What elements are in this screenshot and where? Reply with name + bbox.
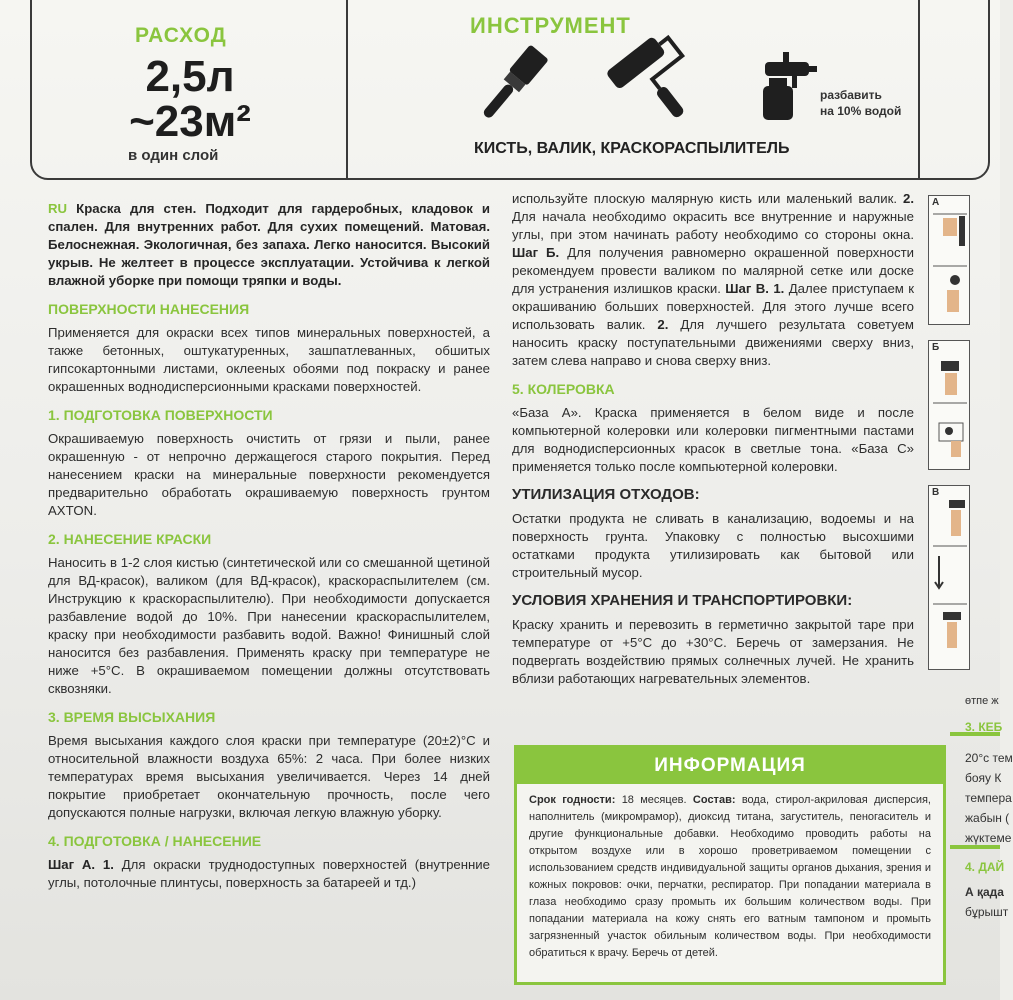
- step-a-paragraph: [48, 856, 490, 892]
- adjacent-heading-2: 4. ДАЙ: [965, 860, 1005, 874]
- composition-text: вода, стирол-акриловая дисперсия, наполнитель (микромрамор), диоксид титана, загуститель, пеногаситель и другие функциональные добавки.: [529, 794, 931, 840]
- step-panel-b-letter: Б: [932, 342, 940, 353]
- info-box: [514, 745, 946, 985]
- step-v-label: Шаг В. 1.: [725, 281, 785, 296]
- roller-icon: [598, 40, 708, 130]
- step-panel-a: [928, 195, 970, 325]
- step-v2-label: 2.: [657, 317, 669, 332]
- tools-heading: ИНСТРУМЕНТ: [470, 13, 631, 38]
- header-divider-left: [346, 0, 348, 180]
- surfaces-text: Применяется для окраски всех типов минеральных поверхностей, а также бетонных, оштукатуренных, зашпатлеванных, обшитых гипсокартонными листами, оклееных обоями под покраску и ранее окрашенных воднодисперсионными красками поверхностей.: [48, 325, 490, 394]
- header-divider-right: [918, 0, 920, 180]
- intro-text: Краска для стен. Подходит для гардеробных, кладовок и спален. Для внутренних работ. Для сухих помещений. Матовая. Белоснежная. Экологичная, без запаха. Легко наносится. Высокий укрыв. Не желтеет в процессе эксплуатации. Устойчива к легкой влажной уборке при помощи тряпки и воды.: [48, 201, 490, 288]
- tools-list: КИСТЬ, ВАЛИК, КРАСКОРАСПЫЛИТЕЛЬ: [474, 140, 790, 157]
- shelf-life-value: 18 месяцев.: [621, 794, 687, 806]
- step-panel-v: [928, 485, 970, 670]
- tinting-heading: 5. КОЛЕРОВКА: [512, 381, 615, 397]
- step4-heading: 4. ПОДГОТОВКА / НАНЕСЕНИЕ: [48, 833, 262, 849]
- volume-value: 2,5л: [145, 52, 235, 101]
- step-panel-a-letter: А: [932, 197, 940, 208]
- drying-text: Время высыхания каждого слоя краски при температуре (20±2)°С и относительной влажности воздуха 65%: 2 часа. При более низких температурах время высыхания увеличивается. Через 14 дней покрытие приобретает окончательную прочность, после чего допускаются полные нагрузки, включая легкую влажную уборку.: [48, 733, 490, 820]
- surfaces-heading: ПОВЕРХНОСТИ НАНЕСЕНИЯ: [48, 301, 250, 317]
- roller-tray-illustration: [929, 341, 969, 469]
- adjacent-line-8: бұрышт: [965, 905, 1009, 919]
- drying-heading: 3. ВРЕМЯ ВЫСЫХАНИЯ: [48, 709, 216, 725]
- step-a-text: Для окраски труднодоступных поверхностей (внутренние углы, потолочные плинтусы, поверхность за батареей и тд.): [48, 857, 491, 890]
- step-v-text: Далее приступаем к окрашиванию больших поверхностей. Для этого лучше всего использовать валик.: [512, 281, 915, 332]
- step-a-label: Шаг А. 1.: [48, 857, 114, 872]
- steps-paragraph: [512, 190, 914, 370]
- brush-icon: [462, 40, 562, 130]
- storage-text: Краску хранить и перевозить в герметично закрытой таре при температуре от +5°С до +30°С. Беречь от замерзания. Не подвергать воздействию прямых солнечных лучей. Не хранить вблизи работающих нагревательных элементов.: [512, 617, 914, 686]
- adjacent-line-3: бояу К: [965, 771, 1002, 785]
- preparation-text: Окрашиваемую поверхность очистить от грязи и пыли, ранее окрашенную - от непрочно держащегося старого покрытия. Перед нанесением краски на минеральные поверхности рекомендуется предварительно обработать окрашиваемую поверхность грунтом AXTON.: [48, 431, 490, 518]
- right-column: [512, 190, 914, 698]
- disposal-text: Остатки продукта не сливать в канализацию, водоемы и на поверхность грунта. Упаковку с полностью высохшими остатками продукта утилизировать как бытовой или строительный мусор.: [512, 511, 914, 580]
- product-intro: [48, 200, 490, 290]
- safety-text: Необходимо проводить работы на открытом воздухе или в хорошо проветриваемом помещении с использованием средств индивидуальной защиты органов дыхания, зрения и кожных покровов: очки, перчатки, респиратор. При попадании материала в глаза необходимо сразу промыть их большим количеством воды. При попадании материала на кожу снять его ватным тампоном и промыть загрязненный участок обильным количеством воды. При необходимости обратиться к врачу. Беречь от детей.: [529, 828, 932, 959]
- continuation-text: используйте плоскую малярную кисть или маленький валик.: [512, 191, 898, 206]
- usage-heading: РАСХОД: [135, 24, 227, 47]
- corner-brush-illustration: [929, 196, 969, 324]
- adjacent-line-6: жүктеме: [965, 831, 1012, 845]
- step-b-text: Для получения равномерно окрашенной поверхности рекомендуем провести валиком по малярной сетке или доске для устранения излишков краски.: [512, 245, 914, 296]
- adjacent-line-7: А қада: [965, 885, 1004, 899]
- storage-heading: УСЛОВИЯ ХРАНЕНИЯ И ТРАНСПОРТИРОВКИ:: [512, 592, 853, 609]
- adjacent-language-panel: [950, 695, 1013, 1000]
- wall-roller-illustration: [929, 486, 969, 669]
- language-tag: RU: [48, 201, 68, 216]
- dilute-line-2: на 10% водой: [820, 104, 902, 119]
- spray-gun-icon: [755, 50, 820, 125]
- coverage-value: ~23м²: [129, 97, 251, 146]
- preparation-heading: 1. ПОДГОТОВКА ПОВЕРХНОСТИ: [48, 407, 273, 423]
- application-text: Наносить в 1-2 слоя кистью (синтетической или со смешанной щетиной для ВД-красок), валиком (для ВД-красок), краскораспылителем (см. Инструкцию к краскораспылителю). При необходимости допускается разбавление водой до 10%. При нанесении краскораспылителем, краску при необходимости разбавить водой. Важно! Финишный слой наносится без разбавления. Применять краску при температуре не ниже +5°С. В окрашиваемом помещении должны отсутствовать сквозняки.: [48, 555, 490, 696]
- coats-note: в один слой: [128, 147, 219, 164]
- dilute-note: [820, 87, 901, 119]
- composition-label: Состав:: [692, 794, 736, 806]
- dilute-line-1: разбавить: [820, 88, 882, 102]
- tinting-text: «База А». Краска применяется в белом виде и после компьютерной колеровки или колеровки пигментными пастами для воднодисперсионных красок в светлые тона. «База С» применяется только после компьютерной колеровки.: [512, 405, 914, 474]
- step-v2-text: Для лучшего результата советуем наносить краску поступательными движениями сверху вниз, затем слева направо и снова сверху вниз.: [512, 317, 914, 368]
- step2-label: 2.: [903, 191, 914, 206]
- adjacent-line-4: темпера: [965, 791, 1012, 805]
- step2-text: Для начала необходимо окрасить все внутренние и наружные углы, при этом начинать работу необходимо со стороны окна.: [512, 209, 914, 242]
- instruction-illustrations: [928, 195, 970, 675]
- disposal-heading: УТИЛИЗАЦИЯ ОТХОДОВ:: [512, 486, 700, 503]
- adjacent-line-2: 20°с тем: [965, 751, 1013, 765]
- step-panel-v-letter: В: [932, 487, 940, 498]
- step-panel-b: [928, 340, 970, 470]
- step-b-label: Шаг Б.: [512, 245, 560, 260]
- application-heading: 2. НАНЕСЕНИЕ КРАСКИ: [48, 531, 212, 547]
- adjacent-heading: 3. КЕБ: [965, 720, 1003, 734]
- info-body: [517, 784, 943, 970]
- adjacent-line-5: жабын (: [965, 811, 1010, 825]
- adjacent-line-1: өтпе ж: [965, 695, 999, 707]
- left-column: [48, 200, 490, 902]
- info-title: ИНФОРМАЦИЯ: [517, 748, 943, 784]
- shelf-life-label: Срок годности:: [529, 794, 616, 806]
